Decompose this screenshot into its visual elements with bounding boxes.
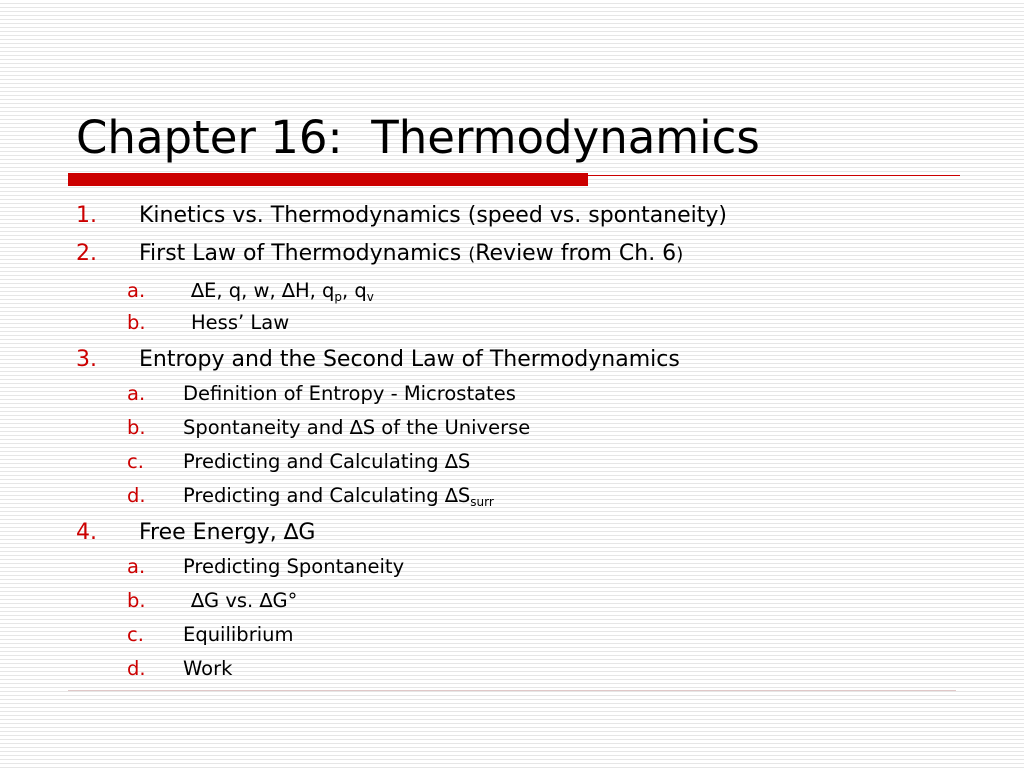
- delta-symbol: ∆: [349, 416, 363, 439]
- text-segment: Spontaneity and: [183, 416, 350, 439]
- text-segment: H, q: [294, 279, 335, 302]
- list-subitem-text: [183, 414, 530, 442]
- text-segment: S: [457, 484, 471, 507]
- list-subitem-text: [183, 482, 494, 510]
- list-subitem-letter: d.: [127, 484, 146, 507]
- list-subitem-text: Work: [183, 657, 233, 680]
- delta-symbol: ∆: [259, 589, 273, 612]
- text-segment: S of the Universe: [362, 416, 531, 439]
- list-subitem-letter: a.: [127, 279, 146, 302]
- list-item-text: Kinetics vs. Thermodynamics (speed vs. spontaneity): [139, 203, 728, 228]
- list-subitem-text: Definition of Entropy - Microstates: [183, 382, 516, 405]
- paren-text: Review from Ch. 6: [475, 241, 677, 266]
- text-segment: S: [457, 450, 471, 473]
- subscript: p: [334, 290, 343, 304]
- delta-symbol: ∆: [283, 520, 299, 545]
- list-item-number: 2.: [76, 241, 97, 266]
- list-subitem-letter: d.: [127, 657, 146, 680]
- list-subitem-letter: b.: [127, 311, 146, 334]
- delta-symbol: ∆: [191, 279, 205, 302]
- list-item-number: 3.: [76, 347, 97, 372]
- delta-symbol: ∆: [191, 589, 205, 612]
- list-item-number: 4.: [76, 520, 97, 545]
- list-item-label: First Law of Thermodynamics: [139, 241, 469, 266]
- list-subitem-text: Equilibrium: [183, 623, 294, 646]
- text-segment: , q: [342, 279, 367, 302]
- list-subitem-letter: b.: [127, 589, 146, 612]
- list-subitem-letter: b.: [127, 416, 146, 439]
- slide-title: Chapter 16: Thermodynamics: [76, 111, 760, 164]
- text-segment: G vs.: [204, 589, 260, 612]
- text-segment: E, q, w,: [204, 279, 282, 302]
- list-subitem-text: Predicting Spontaneity: [183, 555, 405, 578]
- text-segment: G: [298, 520, 316, 545]
- paren-close: ): [676, 244, 684, 265]
- list-subitem-text: [183, 448, 470, 476]
- text-segment: Predicting and Calculating: [183, 484, 445, 507]
- list-subitem-text: [191, 277, 374, 305]
- list-subitem-text: [191, 587, 297, 615]
- list-subitem-letter: c.: [127, 623, 144, 646]
- title-accent-line: [588, 175, 960, 176]
- list-subitem-letter: a.: [127, 382, 146, 405]
- paren-open: (: [468, 244, 476, 265]
- subscript: surr: [470, 495, 494, 509]
- list-item-text: [139, 239, 683, 270]
- delta-symbol: ∆: [444, 484, 458, 507]
- text-segment: G°: [272, 589, 298, 612]
- delta-symbol: ∆: [444, 450, 458, 473]
- list-subitem-letter: c.: [127, 450, 144, 473]
- subscript: v: [366, 290, 374, 304]
- list-item-text: [139, 518, 315, 548]
- delta-symbol: ∆: [281, 279, 295, 302]
- text-segment: Predicting and Calculating: [183, 450, 445, 473]
- list-item-text: Entropy and the Second Law of Thermodynamics: [139, 347, 680, 372]
- text-segment: Free Energy,: [139, 520, 284, 545]
- title-accent-bar: [68, 173, 588, 186]
- footer-divider: [68, 690, 956, 691]
- list-subitem-text: Hess’ Law: [191, 311, 290, 334]
- list-subitem-letter: a.: [127, 555, 146, 578]
- list-item-number: 1.: [76, 203, 97, 228]
